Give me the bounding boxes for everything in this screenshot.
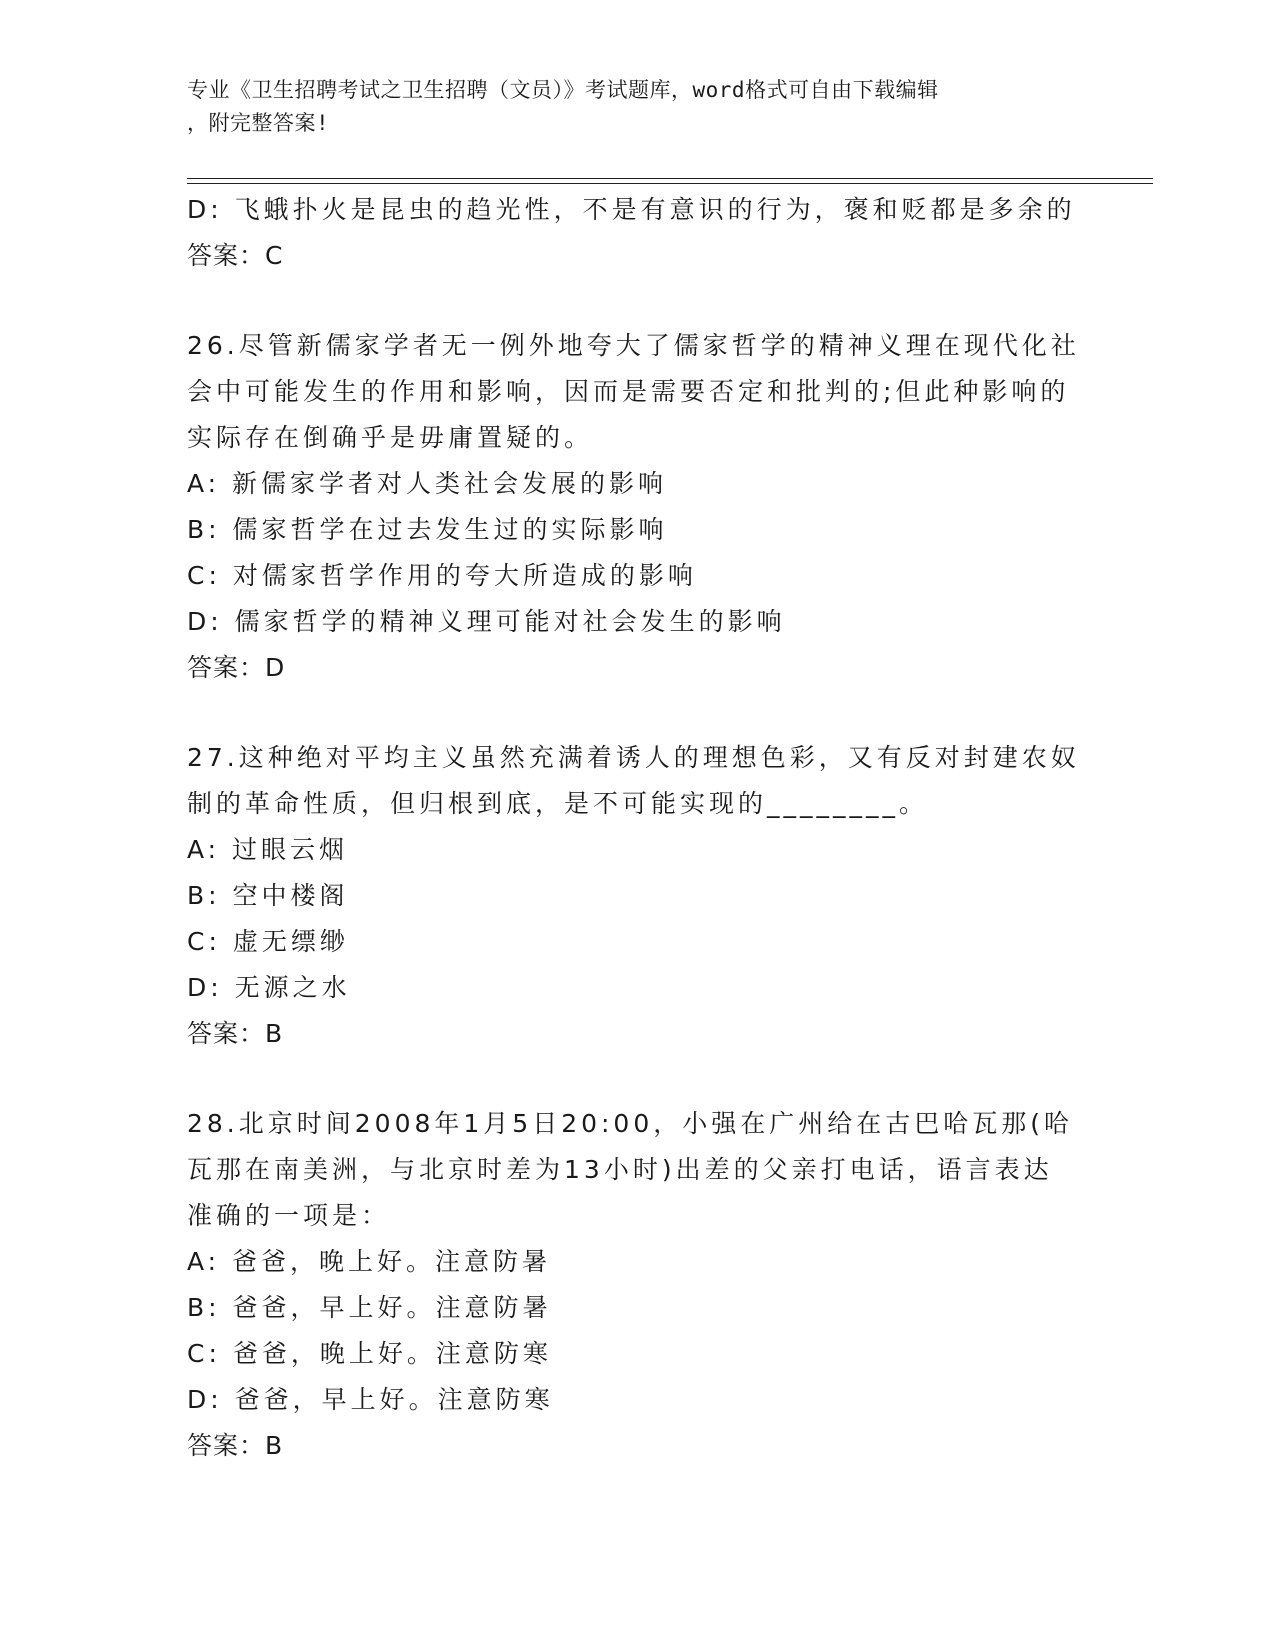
document-header — [187, 74, 1067, 140]
option-d: D: 无源之水 — [187, 973, 351, 1002]
header-divider-bottom — [187, 183, 1153, 184]
option-d: D: 飞蛾扑火是昆虫的趋光性，不是有意识的行为，褒和贬都是多余的 — [187, 195, 1076, 224]
option-c: C: 爸爸，晚上好。注意防寒 — [187, 1339, 552, 1368]
option-b: B: 爸爸，早上好。注意防暑 — [187, 1293, 552, 1322]
option-c: C: 虚无缥缈 — [187, 927, 349, 956]
question-stem-line: 26.尽管新儒家学者无一例外地夸大了儒家哲学的精神义理在现代化社 — [187, 331, 1080, 360]
option-b: B: 空中楼阁 — [187, 881, 349, 910]
option-a: A: 过眼云烟 — [187, 835, 349, 864]
previous-question-tail — [187, 187, 1087, 279]
option-a: A: 新儒家学者对人类社会发展的影响 — [187, 469, 668, 498]
header-line-1: 专业《卫生招聘考试之卫生招聘（文员）》考试题库，word格式可自由下载编辑 — [187, 78, 939, 102]
question-stem-line: 实际存在倒确乎是毋庸置疑的。 — [187, 423, 594, 452]
question-stem-line: 瓦那在南美洲，与北京时差为13小时)出差的父亲打电话，语言表达 — [187, 1155, 1053, 1184]
question-stem-line: 会中可能发生的作用和影响，因而是需要否定和批判的;但此种影响的 — [187, 377, 1070, 406]
answer-line: 答案：B — [187, 1019, 284, 1048]
option-a: A: 爸爸，晚上好。注意防暑 — [187, 1247, 552, 1276]
option-b: B: 儒家哲学在过去发生过的实际影响 — [187, 515, 668, 544]
question-27 — [187, 735, 1087, 1057]
option-c: C: 对儒家哲学作用的夸大所造成的影响 — [187, 561, 697, 590]
question-stem-line: 27.这种绝对平均主义虽然充满着诱人的理想色彩，又有反对封建农奴 — [187, 743, 1080, 772]
question-28 — [187, 1101, 1087, 1469]
answer-line: 答案：B — [187, 1431, 284, 1460]
answer-line: 答案：D — [187, 653, 286, 682]
header-divider-top — [187, 178, 1153, 179]
answer-line: 答案：C — [187, 241, 284, 270]
option-d: D: 儒家哲学的精神义理可能对社会发生的影响 — [187, 607, 786, 636]
document-body — [187, 187, 1087, 1469]
question-stem-line: 制的革命性质，但归根到底，是不可能实现的________。 — [187, 789, 929, 818]
header-line-2: ，附完整答案! — [187, 111, 330, 135]
question-26 — [187, 323, 1087, 691]
option-d: D: 爸爸，早上好。注意防寒 — [187, 1385, 554, 1414]
question-stem-line: 准确的一项是： — [187, 1201, 391, 1230]
question-stem-line: 28.北京时间2008年1月5日20:00，小强在广州给在古巴哈瓦那(哈 — [187, 1109, 1073, 1138]
